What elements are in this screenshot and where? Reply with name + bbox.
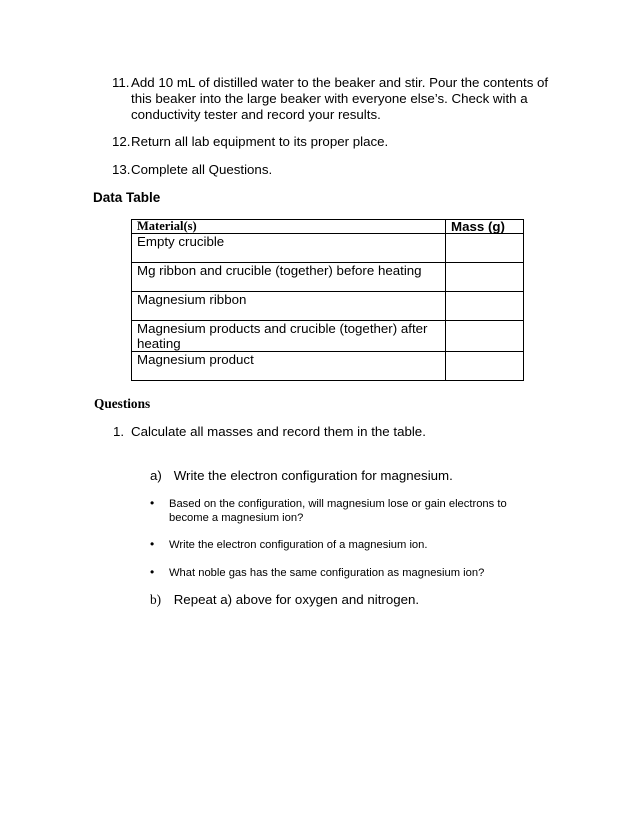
question-part-a: [150, 468, 453, 483]
question-1: [113, 424, 426, 439]
data-table: [131, 219, 524, 381]
bullet-text: Based on the configuration, will magnesium lose or gain electrons to become a magnesium ion?: [169, 498, 507, 524]
mass-cell[interactable]: [446, 321, 524, 352]
column-header-material: Material(s): [132, 220, 446, 234]
material-cell: Magnesium product: [132, 352, 446, 381]
part-text: Repeat a) above for oxygen and nitrogen.: [173, 592, 420, 607]
table-header-row: [132, 220, 524, 234]
procedure-step-12: [112, 134, 552, 150]
question-part-b: [150, 592, 419, 608]
bullet-icon: •: [150, 537, 155, 551]
mass-cell[interactable]: [446, 234, 524, 263]
mass-cell[interactable]: [446, 292, 524, 321]
bullet-text: Write the electron configuration of a magnesium ion.: [169, 539, 428, 551]
data-table-heading: Data Table: [93, 190, 161, 205]
material-cell: Magnesium products and crucible (together) after heating: [132, 321, 446, 352]
material-cell: Mg ribbon and crucible (together) before heating: [132, 263, 446, 292]
table-row: [132, 234, 524, 263]
step-text: Add 10 mL of distilled water to the beaker and stir. Pour the contents of this beaker into the large beaker with everyone else’s. Check with a conductivity tester and record your results.: [131, 75, 549, 122]
table-row: [132, 321, 524, 352]
question-text: Calculate all masses and record them in the table.: [131, 424, 426, 439]
bullet-icon: •: [150, 565, 155, 579]
column-header-mass: Mass (g): [446, 220, 524, 234]
mass-cell[interactable]: [446, 352, 524, 381]
part-label: b): [150, 592, 162, 607]
table-row: [132, 352, 524, 381]
step-text: Complete all Questions.: [131, 162, 273, 177]
step-number: 13.: [112, 162, 131, 177]
procedure-step-11: [112, 75, 552, 123]
questions-heading: Questions: [94, 396, 151, 411]
question-number: 1.: [113, 424, 125, 439]
part-text: Write the electron configuration for magnesium.: [173, 468, 453, 483]
table-row: [132, 292, 524, 321]
table-row: [132, 263, 524, 292]
procedure-step-13: [112, 162, 552, 178]
step-number: 11.: [112, 75, 130, 90]
bullet-item: [150, 538, 530, 552]
bullet-item: [150, 566, 530, 580]
bullet-item: [150, 497, 530, 525]
step-number: 12.: [112, 134, 131, 149]
step-text: Return all lab equipment to its proper place.: [131, 134, 389, 149]
part-label: a): [150, 468, 162, 483]
material-cell: Empty crucible: [132, 234, 446, 263]
material-cell: Magnesium ribbon: [132, 292, 446, 321]
mass-cell[interactable]: [446, 263, 524, 292]
bullet-text: What noble gas has the same configuration as magnesium ion?: [169, 567, 485, 579]
bullet-icon: •: [150, 496, 155, 510]
